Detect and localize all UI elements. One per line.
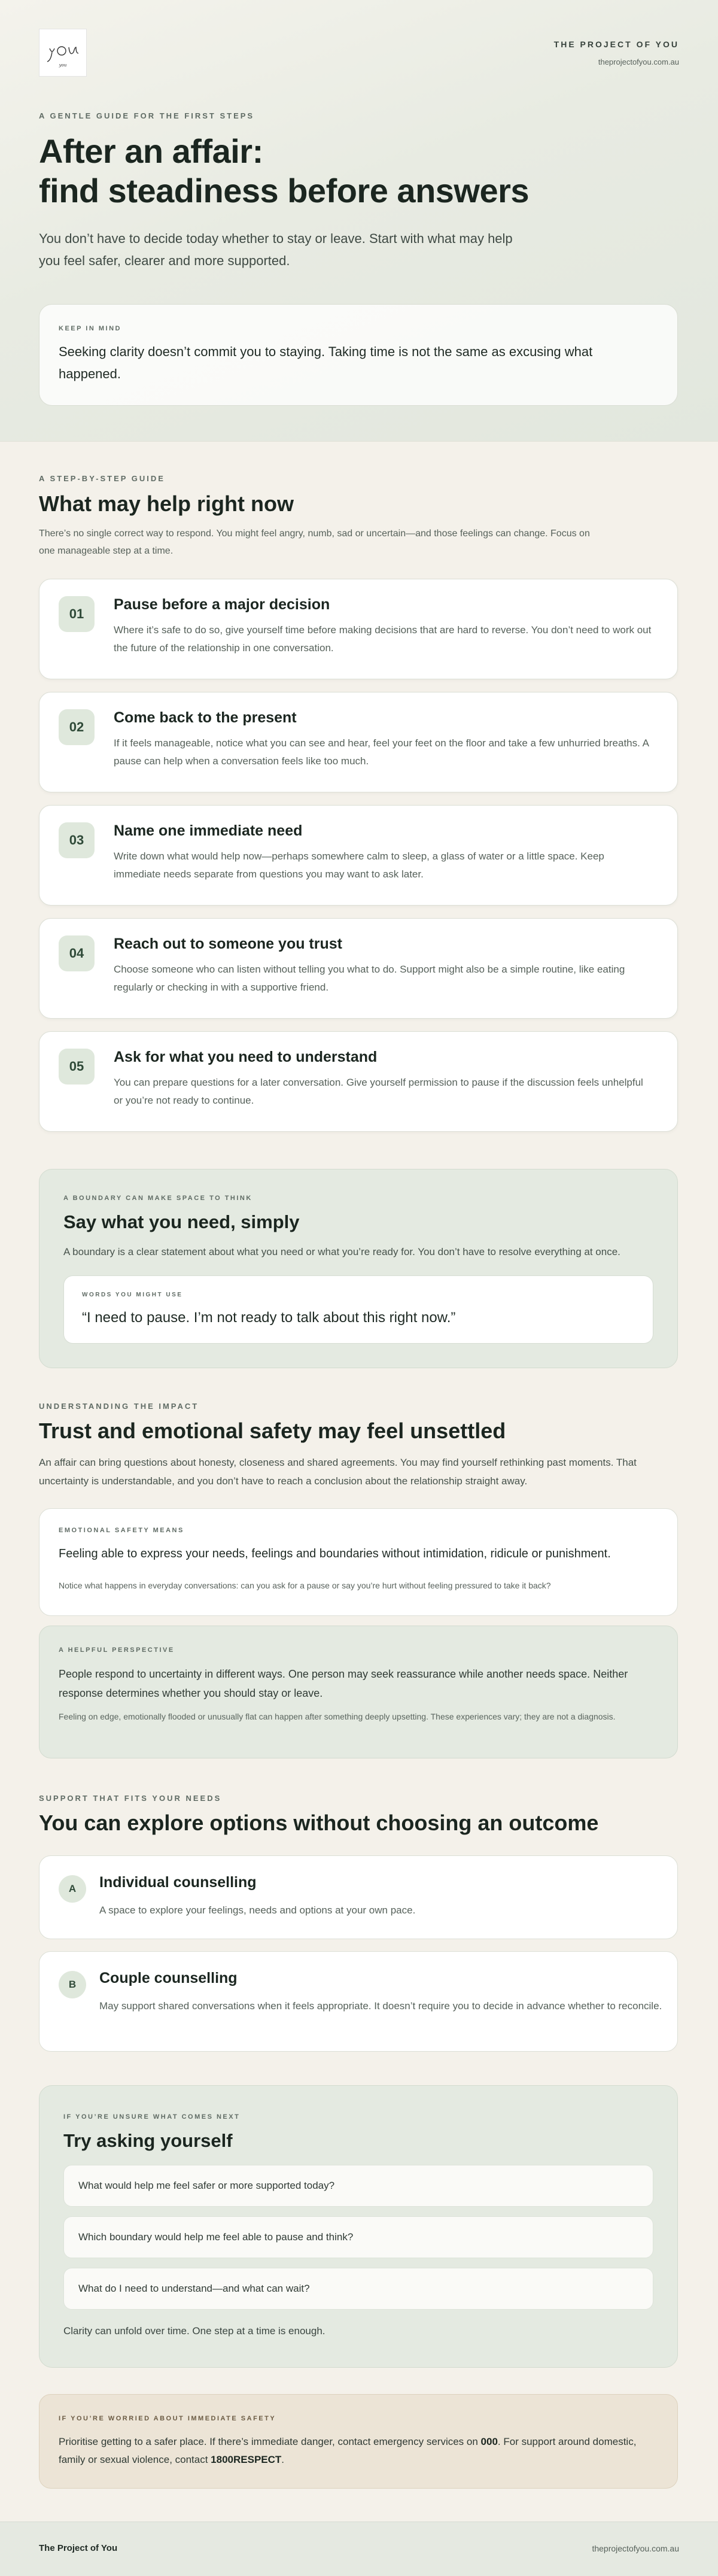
perspective-text: People respond to uncertainty in different ways. One person may seek reassurance while another needs space. Neither response determines whether you should stay or leave. [59,1668,628,1699]
step-card [39,579,678,679]
step-number: 05 [59,1049,95,1085]
step-card [39,805,678,906]
step-number: 02 [59,709,95,745]
brand-url[interactable]: theprojectofyou.com.au [598,57,679,66]
boundary-quote: “I need to pause. I’m not ready to talk about this right now.” [82,1310,456,1326]
safety-text-middle: . For support around domestic, family or sexual violence, contact [59,2436,637,2465]
hero-eyebrow: A GENTLE GUIDE FOR THE FIRST STEPS [39,111,255,120]
steps-eyebrow: A STEP-BY-STEP GUIDE [39,474,165,483]
unsure-eyebrow: IF YOU’RE UNSURE WHAT COMES NEXT [63,2113,241,2121]
steps-intro: There’s no single correct way to respond. You might feel angry, numb, sad or uncertain—and those feelings can change. Focus on one manageable step at a time. [39,528,590,556]
perspective-card [39,1626,678,1758]
trust-title: Trust and emotional safety may feel unsettled [39,1418,506,1443]
logo-text: you [59,63,67,68]
boundary-quote-card [63,1275,653,1344]
step-number: 01 [59,596,95,632]
reflection-question: What do I need to understand—and what can wait? [63,2268,653,2310]
emotional-safety-text: Feeling able to express your needs, feelings and boundaries without intimidation, ridicule or punishment. [59,1547,611,1560]
step-description: Where it’s safe to do so, give yourself time before making decisions that are hard to reverse. You don’t need to work out the future of the relationship in one conversation. [114,624,652,654]
support-title: You can explore options without choosing an outcome [39,1811,599,1835]
footer-url[interactable]: theprojectofyou.com.au [592,2544,679,2553]
emotional-safety-note: Notice what happens in everyday conversations: can you ask for a pause or say you’re hurt without feeling pressured to take it back? [59,1581,551,1590]
boundary-description: A boundary is a clear statement about what you need or what you’re ready for. You don’t have to resolve everything at once. [63,1246,620,1257]
unsure-title: Try asking yourself [63,2130,233,2151]
emotional-safety-label: EMOTIONAL SAFETY MEANS [59,1527,184,1534]
brand-name[interactable]: THE PROJECT OF YOU [553,40,679,49]
safety-text-after: . [281,2454,285,2465]
keep-in-mind-text: Seeking clarity doesn’t commit you to staying. Taking time is not the same as excusing what happened. [59,344,593,381]
emergency-number[interactable]: 000 [480,2436,498,2447]
step-description: Choose someone who can listen without telling you what to do. Support might also be a simple routine, like eating regularly or checking in with a supportive friend. [114,964,625,993]
perspective-label: A HELPFUL PERSPECTIVE [59,1647,175,1654]
step-number: 03 [59,822,95,858]
step-description: Write down what would help now—perhaps somewhere calm to sleep, a glass of water or a little space. Keep immediate needs separate from questions you may want to ask later. [114,850,604,880]
option-title: Couple counselling [99,1970,238,1986]
brand-block [554,40,679,66]
step-card [39,918,678,1019]
step-title: Reach out to someone you trust [114,935,342,952]
footer-brand-name[interactable]: The Project of You [39,2543,118,2553]
page-title [39,132,529,211]
page-title-line2: find steadiness before answers [39,172,530,209]
option-letter: A [59,1875,86,1903]
steps-title: What may help right now [39,491,294,516]
boundary-title: Say what you need, simply [63,1211,300,1232]
option-card-individual[interactable] [39,1855,678,1939]
step-card [39,1031,678,1132]
support-eyebrow: SUPPORT THAT FITS YOUR NEEDS [39,1794,222,1803]
step-description: If it feels manageable, notice what you can see and hear, feel your feet on the floor and take a few unhurried breaths. A pause can help when a conversation feels like too much. [114,737,649,767]
safety-text-before: Prioritise getting to a safer place. If there’s immediate danger, contact emergency services on [59,2436,481,2447]
step-title: Come back to the present [114,709,297,726]
unsure-card [39,2085,678,2368]
brand-logo[interactable] [39,29,87,77]
immediate-safety-label: IF YOU’RE WORRIED ABOUT IMMEDIATE SAFETY [59,2415,276,2422]
option-description: May support shared conversations when it feels appropriate. It doesn’t require you to decide in advance whether to reconcile. [99,2000,662,2012]
helpline-number[interactable]: 1800RESPECT [211,2454,282,2465]
step-number: 04 [59,935,95,971]
immediate-safety-card [39,2394,678,2489]
reflection-question: Which boundary would help me feel able to pause and think? [63,2216,653,2258]
unsure-closing: Clarity can unfold over time. One step at a time is enough. [63,2325,325,2337]
option-card-couple[interactable] [39,1951,678,2052]
immediate-safety-text [59,2433,657,2469]
option-title: Individual counselling [99,1874,257,1891]
keep-in-mind-card [39,304,678,406]
option-description: A space to explore your feelings, needs and options at your own pace. [99,1904,416,1916]
step-title: Pause before a major decision [114,596,330,613]
boundary-eyebrow: A BOUNDARY CAN MAKE SPACE TO THINK [63,1195,252,1202]
hero-lede: You don’t have to decide today whether to stay or leave. Start with what may help you feel safer, clearer and more supported. [39,231,513,268]
emotional-safety-card [39,1508,678,1616]
quote-label: WORDS YOU MIGHT USE [82,1292,183,1298]
reflection-question: What would help me feel safer or more supported today? [63,2165,653,2207]
logo-mark [44,37,82,69]
step-description: You can prepare questions for a later conversation. Give yourself permission to pause if the discussion feels unhelpful or you’re not ready to continue. [114,1077,643,1106]
trust-intro: An affair can bring questions about honesty, closeness and shared agreements. You may find yourself rethinking past moments. That uncertainty is understandable, and you don’t have to reach a conclusion about the relationship straight away. [39,1457,637,1487]
footer [0,2522,718,2576]
option-letter: B [59,1971,86,1998]
hero-section [0,0,718,442]
step-title: Name one immediate need [114,822,303,839]
step-card [39,692,678,792]
boundary-card [39,1169,678,1368]
page-title-line1: After an affair: [39,132,263,170]
step-title: Ask for what you need to understand [114,1049,378,1065]
trust-eyebrow: UNDERSTANDING THE IMPACT [39,1402,199,1411]
keep-in-mind-label: KEEP IN MIND [59,325,121,332]
perspective-note: Feeling on edge, emotionally flooded or unusually flat can happen after something deeply upsetting. These experiences vary; they are not a diagnosis. [59,1712,616,1721]
